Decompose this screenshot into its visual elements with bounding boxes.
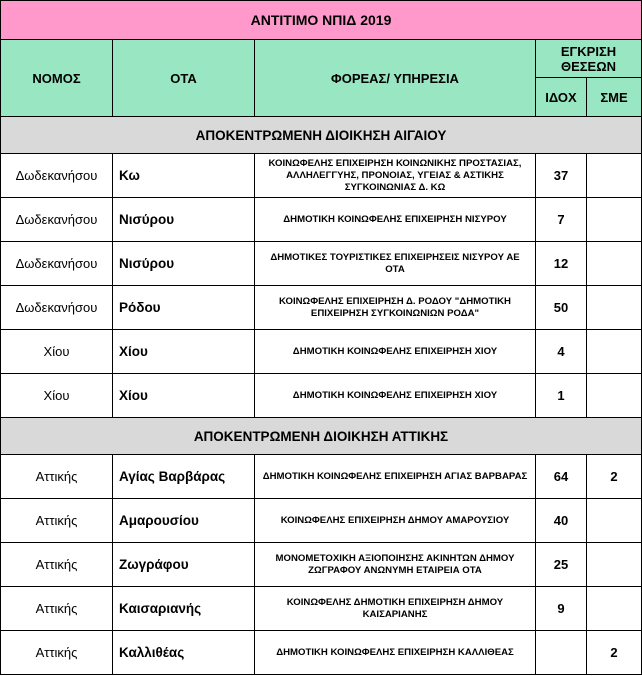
cell-nomos: Αττικής <box>1 587 113 631</box>
cell-idox: 9 <box>536 587 587 631</box>
cell-nomos: Αττικής <box>1 499 113 543</box>
cell-ota: Χίου <box>113 374 255 418</box>
cell-foreas: ΔΗΜΟΤΙΚΗ ΚΟΙΝΩΦΕΛΗΣ ΕΠΙΧΕΙΡΗΣΗ ΑΓΙΑΣ ΒΑΡΒΑΡΑΣ <box>255 455 536 499</box>
table-row <box>1 631 642 675</box>
cell-nomos: Αττικής <box>1 543 113 587</box>
header-idox: ΙΔΟΧ <box>536 78 587 117</box>
table-row <box>1 330 642 374</box>
cell-sme <box>587 154 642 198</box>
table-row <box>1 587 642 631</box>
cell-ota: Αμαρουσίου <box>113 499 255 543</box>
cell-foreas: ΔΗΜΟΤΙΚΗ ΚΟΙΝΩΦΕΛΗΣ ΕΠΙΧΕΙΡΗΣΗ ΧΙΟΥ <box>255 330 536 374</box>
cell-idox: 50 <box>536 286 587 330</box>
table-row <box>1 286 642 330</box>
cell-foreas: ΚΟΙΝΩΦΕΛΗΣ ΕΠΙΧΕΙΡΗΣΗ ΚΟΙΝΩΝΙΚΗΣ ΠΡΟΣΤΑΣΙΑΣ, ΑΛΛΗΛΕΓΓΥΗΣ, ΠΡΟΝΟΙΑΣ, ΥΓΕΙΑΣ & ΑΣΤΙΚΗΣ ΣΥΓΚΟΙΝΩΝΙΑΣ Δ. ΚΩ <box>255 154 536 198</box>
table-row <box>1 154 642 198</box>
cell-nomos: Αττικής <box>1 455 113 499</box>
cell-nomos: Δωδεκανήσου <box>1 198 113 242</box>
cell-sme <box>587 499 642 543</box>
cell-ota: Νισύρου <box>113 198 255 242</box>
table-row <box>1 242 642 286</box>
table-row <box>1 543 642 587</box>
cell-idox: 4 <box>536 330 587 374</box>
cell-foreas: ΚΟΙΝΩΦΕΛΗΣ ΔΗΜΟΤΙΚΗ ΕΠΙΧΕΙΡΗΣΗ ΔΗΜΟΥ ΚΑΙΣΑΡΙΑΝΗΣ <box>255 587 536 631</box>
cell-sme <box>587 374 642 418</box>
cell-nomos: Δωδεκανήσου <box>1 286 113 330</box>
cell-idox: 7 <box>536 198 587 242</box>
cell-ota: Κω <box>113 154 255 198</box>
table-title: ΑΝΤΙΤΙΜΟ ΝΠΙΔ 2019 <box>1 1 642 40</box>
cell-foreas: ΔΗΜΟΤΙΚΗ ΚΟΙΝΩΦΕΛΗΣ ΕΠΙΧΕΙΡΗΣΗ ΧΙΟΥ <box>255 374 536 418</box>
cell-idox: 12 <box>536 242 587 286</box>
cell-foreas: ΔΗΜΟΤΙΚΗ ΚΟΙΝΩΦΕΛΗΣ ΕΠΙΧΕΙΡΗΣΗ ΝΙΣΥΡΟΥ <box>255 198 536 242</box>
table-row <box>1 455 642 499</box>
cell-nomos: Δωδεκανήσου <box>1 154 113 198</box>
table-row <box>1 499 642 543</box>
cell-ota: Ρόδου <box>113 286 255 330</box>
cell-foreas: ΚΟΙΝΩΦΕΛΗΣ ΕΠΙΧΕΙΡΗΣΗ Δ. ΡΟΔΟΥ "ΔΗΜΟΤΙΚΗ ΕΠΙΧΕΙΡΗΣΗ ΣΥΓΚΟΙΝΩΝΙΩΝ ΡΟΔΑ" <box>255 286 536 330</box>
cell-sme <box>587 242 642 286</box>
region-header: ΑΠΟΚΕΝΤΡΩΜΕΝΗ ΔΙΟΙΚΗΣΗ ΑΙΓΑΙΟΥ <box>1 117 642 154</box>
cell-sme: 2 <box>587 631 642 675</box>
cell-idox: 64 <box>536 455 587 499</box>
cell-foreas: ΜΟΝΟΜΕΤΟΧΙΚΗ ΑΞΙΟΠΟΙΗΣΗΣ ΑΚΙΝΗΤΩΝ ΔΗΜΟΥ ΖΩΓΡΑΦΟΥ ΑΝΩΝΥΜΗ ΕΤΑΙΡΕΙΑ ΟΤΑ <box>255 543 536 587</box>
cell-ota: Νισύρου <box>113 242 255 286</box>
cell-sme <box>587 543 642 587</box>
cell-foreas: ΔΗΜΟΤΙΚΕΣ ΤΟΥΡΙΣΤΙΚΕΣ ΕΠΙΧΕΙΡΗΣΕΙΣ ΝΙΣΥΡΟΥ ΑΕ ΟΤΑ <box>255 242 536 286</box>
cell-nomos: Χίου <box>1 330 113 374</box>
cell-ota: Αγίας Βαρβάρας <box>113 455 255 499</box>
cell-nomos: Χίου <box>1 374 113 418</box>
cell-ota: Καισαριανής <box>113 587 255 631</box>
cell-sme: 2 <box>587 455 642 499</box>
cell-sme <box>587 330 642 374</box>
cell-foreas: ΔΗΜΟΤΙΚΗ ΚΟΙΝΩΦΕΛΗΣ ΕΠΙΧΕΙΡΗΣΗ ΚΑΛΛΙΘΕΑΣ <box>255 631 536 675</box>
cell-sme <box>587 587 642 631</box>
cell-nomos: Δωδεκανήσου <box>1 242 113 286</box>
cell-idox: 1 <box>536 374 587 418</box>
header-sme: ΣΜΕ <box>587 78 642 117</box>
header-nomos: ΝΟΜΟΣ <box>1 40 113 117</box>
cell-idox: 37 <box>536 154 587 198</box>
cell-idox <box>536 631 587 675</box>
cell-nomos: Αττικής <box>1 631 113 675</box>
cell-idox: 25 <box>536 543 587 587</box>
table-row <box>1 374 642 418</box>
header-egkrisi: ΕΓΚΡΙΣΗ ΘΕΣΕΩΝ <box>536 40 642 78</box>
header-ota: ΟΤΑ <box>113 40 255 117</box>
cell-ota: Ζωγράφου <box>113 543 255 587</box>
cell-ota: Καλλιθέας <box>113 631 255 675</box>
cell-idox: 40 <box>536 499 587 543</box>
cell-ota: Χίου <box>113 330 255 374</box>
header-foreas: ΦΟΡΕΑΣ/ ΥΠΗΡΕΣΙΑ <box>255 40 536 117</box>
cell-foreas: ΚΟΙΝΩΦΕΛΗΣ ΕΠΙΧΕΙΡΗΣΗ ΔΗΜΟΥ ΑΜΑΡΟΥΣΙΟΥ <box>255 499 536 543</box>
table-row <box>1 198 642 242</box>
cell-sme <box>587 286 642 330</box>
cell-sme <box>587 198 642 242</box>
region-header: ΑΠΟΚΕΝΤΡΩΜΕΝΗ ΔΙΟΙΚΗΣΗ ΑΤΤΙΚΗΣ <box>1 418 642 455</box>
